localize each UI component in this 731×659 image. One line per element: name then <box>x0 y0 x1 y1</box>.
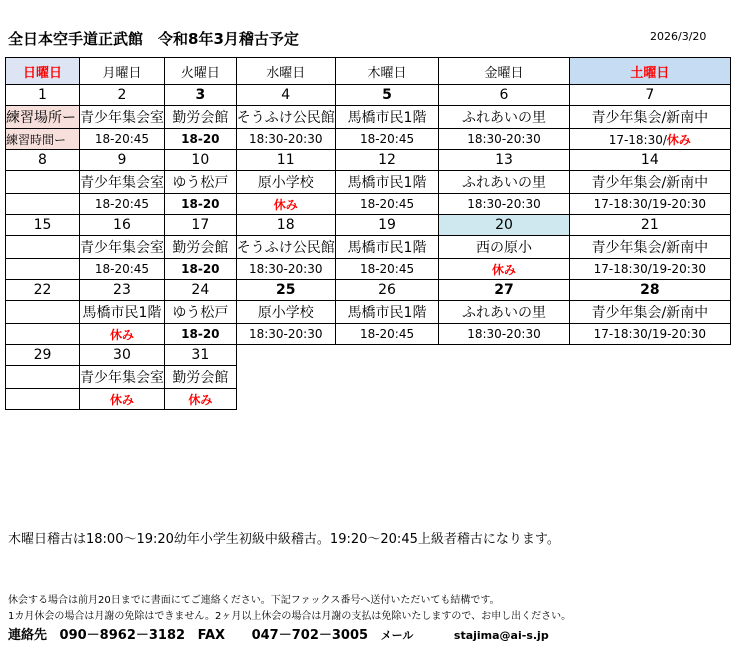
practice-place: ふれあいの里 <box>439 301 569 324</box>
fax-label: FAX <box>197 628 226 643</box>
empty-cell <box>6 301 80 324</box>
practice-place: 原小学校 <box>236 171 335 194</box>
week-3-place-row <box>6 236 731 259</box>
day-number: 1 <box>6 85 80 106</box>
absence-note-1: 休会する場合は前月20日までに書面にてご連絡ください。下記ファックス番号へ送付いただいても結構です。 <box>8 595 500 606</box>
rest-day-label: 休み <box>439 259 569 280</box>
practice-time: 18:30-20:30 <box>439 324 569 345</box>
day-number: 31 <box>164 345 236 366</box>
practice-time: 17-18:30/19-20:30 <box>569 324 730 345</box>
day-number: 24 <box>164 280 236 301</box>
empty-cell <box>6 259 80 280</box>
day-number: 10 <box>164 150 236 171</box>
day-number: 6 <box>439 85 569 106</box>
blank-cell <box>335 345 439 366</box>
practice-time: 18-20:45 <box>79 259 164 280</box>
practice-place: 青少年集会/新南中 <box>569 171 730 194</box>
practice-time: 18:30-20:30 <box>439 129 569 150</box>
thursday-note: 木曜日稽古は18:00～19:20幼年小学生初級中級稽古。19:20～20:45上級者稽古になります。 <box>8 532 560 547</box>
practice-time: 18-20:45 <box>79 129 164 150</box>
phone-number: 090－8962－3182 <box>59 628 186 643</box>
day-number: 29 <box>6 345 80 366</box>
day-number: 18 <box>236 215 335 236</box>
mail-label: メール <box>380 629 414 642</box>
practice-time: 17-18:30/ <box>608 132 667 147</box>
practice-place: 西の原小 <box>439 236 569 259</box>
day-number: 20 <box>439 215 569 236</box>
empty-cell <box>6 324 80 345</box>
practice-time: 18:30-20:30 <box>236 259 335 280</box>
rest-day-label: 休み <box>79 324 164 345</box>
absence-note-2: 1カ月休会の場合は月謝の免除はできません。2ヶ月以上休会の場合は月謝の支払は免除いたしますので、お申し出ください。 <box>8 611 572 622</box>
day-number: 9 <box>79 150 164 171</box>
blank-cell <box>236 345 335 366</box>
week-4-place-row <box>6 301 731 324</box>
day-number: 14 <box>569 150 730 171</box>
practice-place: 勤労会館 <box>164 106 236 129</box>
weekday-tuesday: 火曜日 <box>164 58 236 85</box>
blank-cell <box>569 345 730 366</box>
practice-time: 18-20:45 <box>335 324 439 345</box>
practice-place: ゆう松戸 <box>164 301 236 324</box>
practice-time-split <box>569 129 730 150</box>
week-3-day-row <box>6 215 731 236</box>
empty-cell <box>6 389 80 410</box>
practice-place: ふれあいの里 <box>439 171 569 194</box>
blank-cell <box>236 366 335 389</box>
week-2-place-row <box>6 171 731 194</box>
week-5-place-row <box>6 366 731 389</box>
contact-line <box>8 624 549 643</box>
day-number: 28 <box>569 280 730 301</box>
practice-place: 馬橋市民1階 <box>79 301 164 324</box>
day-number: 12 <box>335 150 439 171</box>
contact-label: 連絡先 <box>8 628 48 643</box>
place-row-label: 練習場所ー <box>6 106 80 129</box>
blank-cell <box>335 366 439 389</box>
blank-cell <box>439 389 569 410</box>
weekday-thursday: 木曜日 <box>335 58 439 85</box>
day-number: 30 <box>79 345 164 366</box>
weekday-sunday: 日曜日 <box>6 58 80 85</box>
day-number: 5 <box>335 85 439 106</box>
week-5-day-row <box>6 345 731 366</box>
rest-day-label: 休み <box>79 389 164 410</box>
day-number: 19 <box>335 215 439 236</box>
weekday-saturday: 土曜日 <box>569 58 730 85</box>
document-date: 2026/3/20 <box>650 30 707 43</box>
practice-time: 18-20:45 <box>335 259 439 280</box>
practice-place: 青少年集会/新南中 <box>569 106 730 129</box>
day-number: 8 <box>6 150 80 171</box>
week-2-day-row <box>6 150 731 171</box>
practice-place: 馬橋市民1階 <box>335 301 439 324</box>
day-number: 17 <box>164 215 236 236</box>
practice-place: 勤労会館 <box>164 366 236 389</box>
day-number: 16 <box>79 215 164 236</box>
practice-time: 18-20 <box>164 194 236 215</box>
week-5-time-row <box>6 389 731 410</box>
day-number: 22 <box>6 280 80 301</box>
empty-cell <box>6 171 80 194</box>
practice-place: 馬橋市民1階 <box>335 236 439 259</box>
empty-cell <box>6 236 80 259</box>
rest-day-label: 休み <box>164 389 236 410</box>
practice-place: 青少年集会室 <box>79 171 164 194</box>
practice-place: ゆう松戸 <box>164 171 236 194</box>
practice-time: 18:30-20:30 <box>439 194 569 215</box>
week-3-time-row <box>6 259 731 280</box>
blank-cell <box>439 345 569 366</box>
practice-place: 馬橋市民1階 <box>335 171 439 194</box>
day-number: 2 <box>79 85 164 106</box>
blank-cell <box>569 366 730 389</box>
weekday-wednesday: 水曜日 <box>236 58 335 85</box>
day-number: 15 <box>6 215 80 236</box>
day-number: 23 <box>79 280 164 301</box>
day-number: 13 <box>439 150 569 171</box>
empty-cell <box>6 366 80 389</box>
weekday-monday: 月曜日 <box>79 58 164 85</box>
schedule-title: 全日本空手道正武館 令和8年3月稽古予定 <box>8 30 299 48</box>
practice-time: 18:30-20:30 <box>236 324 335 345</box>
practice-place: 青少年集会室 <box>79 366 164 389</box>
blank-cell <box>569 389 730 410</box>
week-4-day-row <box>6 280 731 301</box>
practice-place: 青少年集会/新南中 <box>569 301 730 324</box>
rest-day-label: 休み <box>666 132 691 147</box>
week-4-time-row <box>6 324 731 345</box>
fax-number: 047－702－3005 <box>251 628 369 643</box>
empty-cell <box>6 194 80 215</box>
blank-cell <box>236 389 335 410</box>
practice-place: 青少年集会室 <box>79 236 164 259</box>
practice-place: 勤労会館 <box>164 236 236 259</box>
day-number: 4 <box>236 85 335 106</box>
day-number: 11 <box>236 150 335 171</box>
practice-place: そうふけ公民館 <box>236 106 335 129</box>
week-1-day-row <box>6 85 731 106</box>
practice-place: 青少年集会室 <box>79 106 164 129</box>
time-row-label: 練習時間ー <box>6 129 80 150</box>
practice-time: 18-20 <box>164 129 236 150</box>
week-2-time-row <box>6 194 731 215</box>
practice-place: ふれあいの里 <box>439 106 569 129</box>
practice-time: 18-20:45 <box>335 129 439 150</box>
practice-time: 18:30-20:30 <box>236 129 335 150</box>
schedule-calendar <box>5 57 731 410</box>
practice-time: 17-18:30/19-20:30 <box>569 259 730 280</box>
practice-time: 18-20:45 <box>79 194 164 215</box>
email-address: stajima@ai-s.jp <box>453 629 549 642</box>
practice-time: 17-18:30/19-20:30 <box>569 194 730 215</box>
day-number: 27 <box>439 280 569 301</box>
day-number: 3 <box>164 85 236 106</box>
week-1-time-row <box>6 129 731 150</box>
practice-place: 馬橋市民1階 <box>335 106 439 129</box>
week-1-place-row <box>6 106 731 129</box>
practice-time: 18-20 <box>164 259 236 280</box>
practice-place: 青少年集会/新南中 <box>569 236 730 259</box>
blank-cell <box>439 366 569 389</box>
day-number: 26 <box>335 280 439 301</box>
weekday-friday: 金曜日 <box>439 58 569 85</box>
blank-cell <box>335 389 439 410</box>
rest-day-label: 休み <box>236 194 335 215</box>
day-number: 25 <box>236 280 335 301</box>
practice-time: 18-20 <box>164 324 236 345</box>
practice-place: 原小学校 <box>236 301 335 324</box>
day-number: 7 <box>569 85 730 106</box>
practice-time: 18-20:45 <box>335 194 439 215</box>
day-number: 21 <box>569 215 730 236</box>
weekday-header-row <box>6 58 731 85</box>
practice-place: そうふけ公民館 <box>236 236 335 259</box>
